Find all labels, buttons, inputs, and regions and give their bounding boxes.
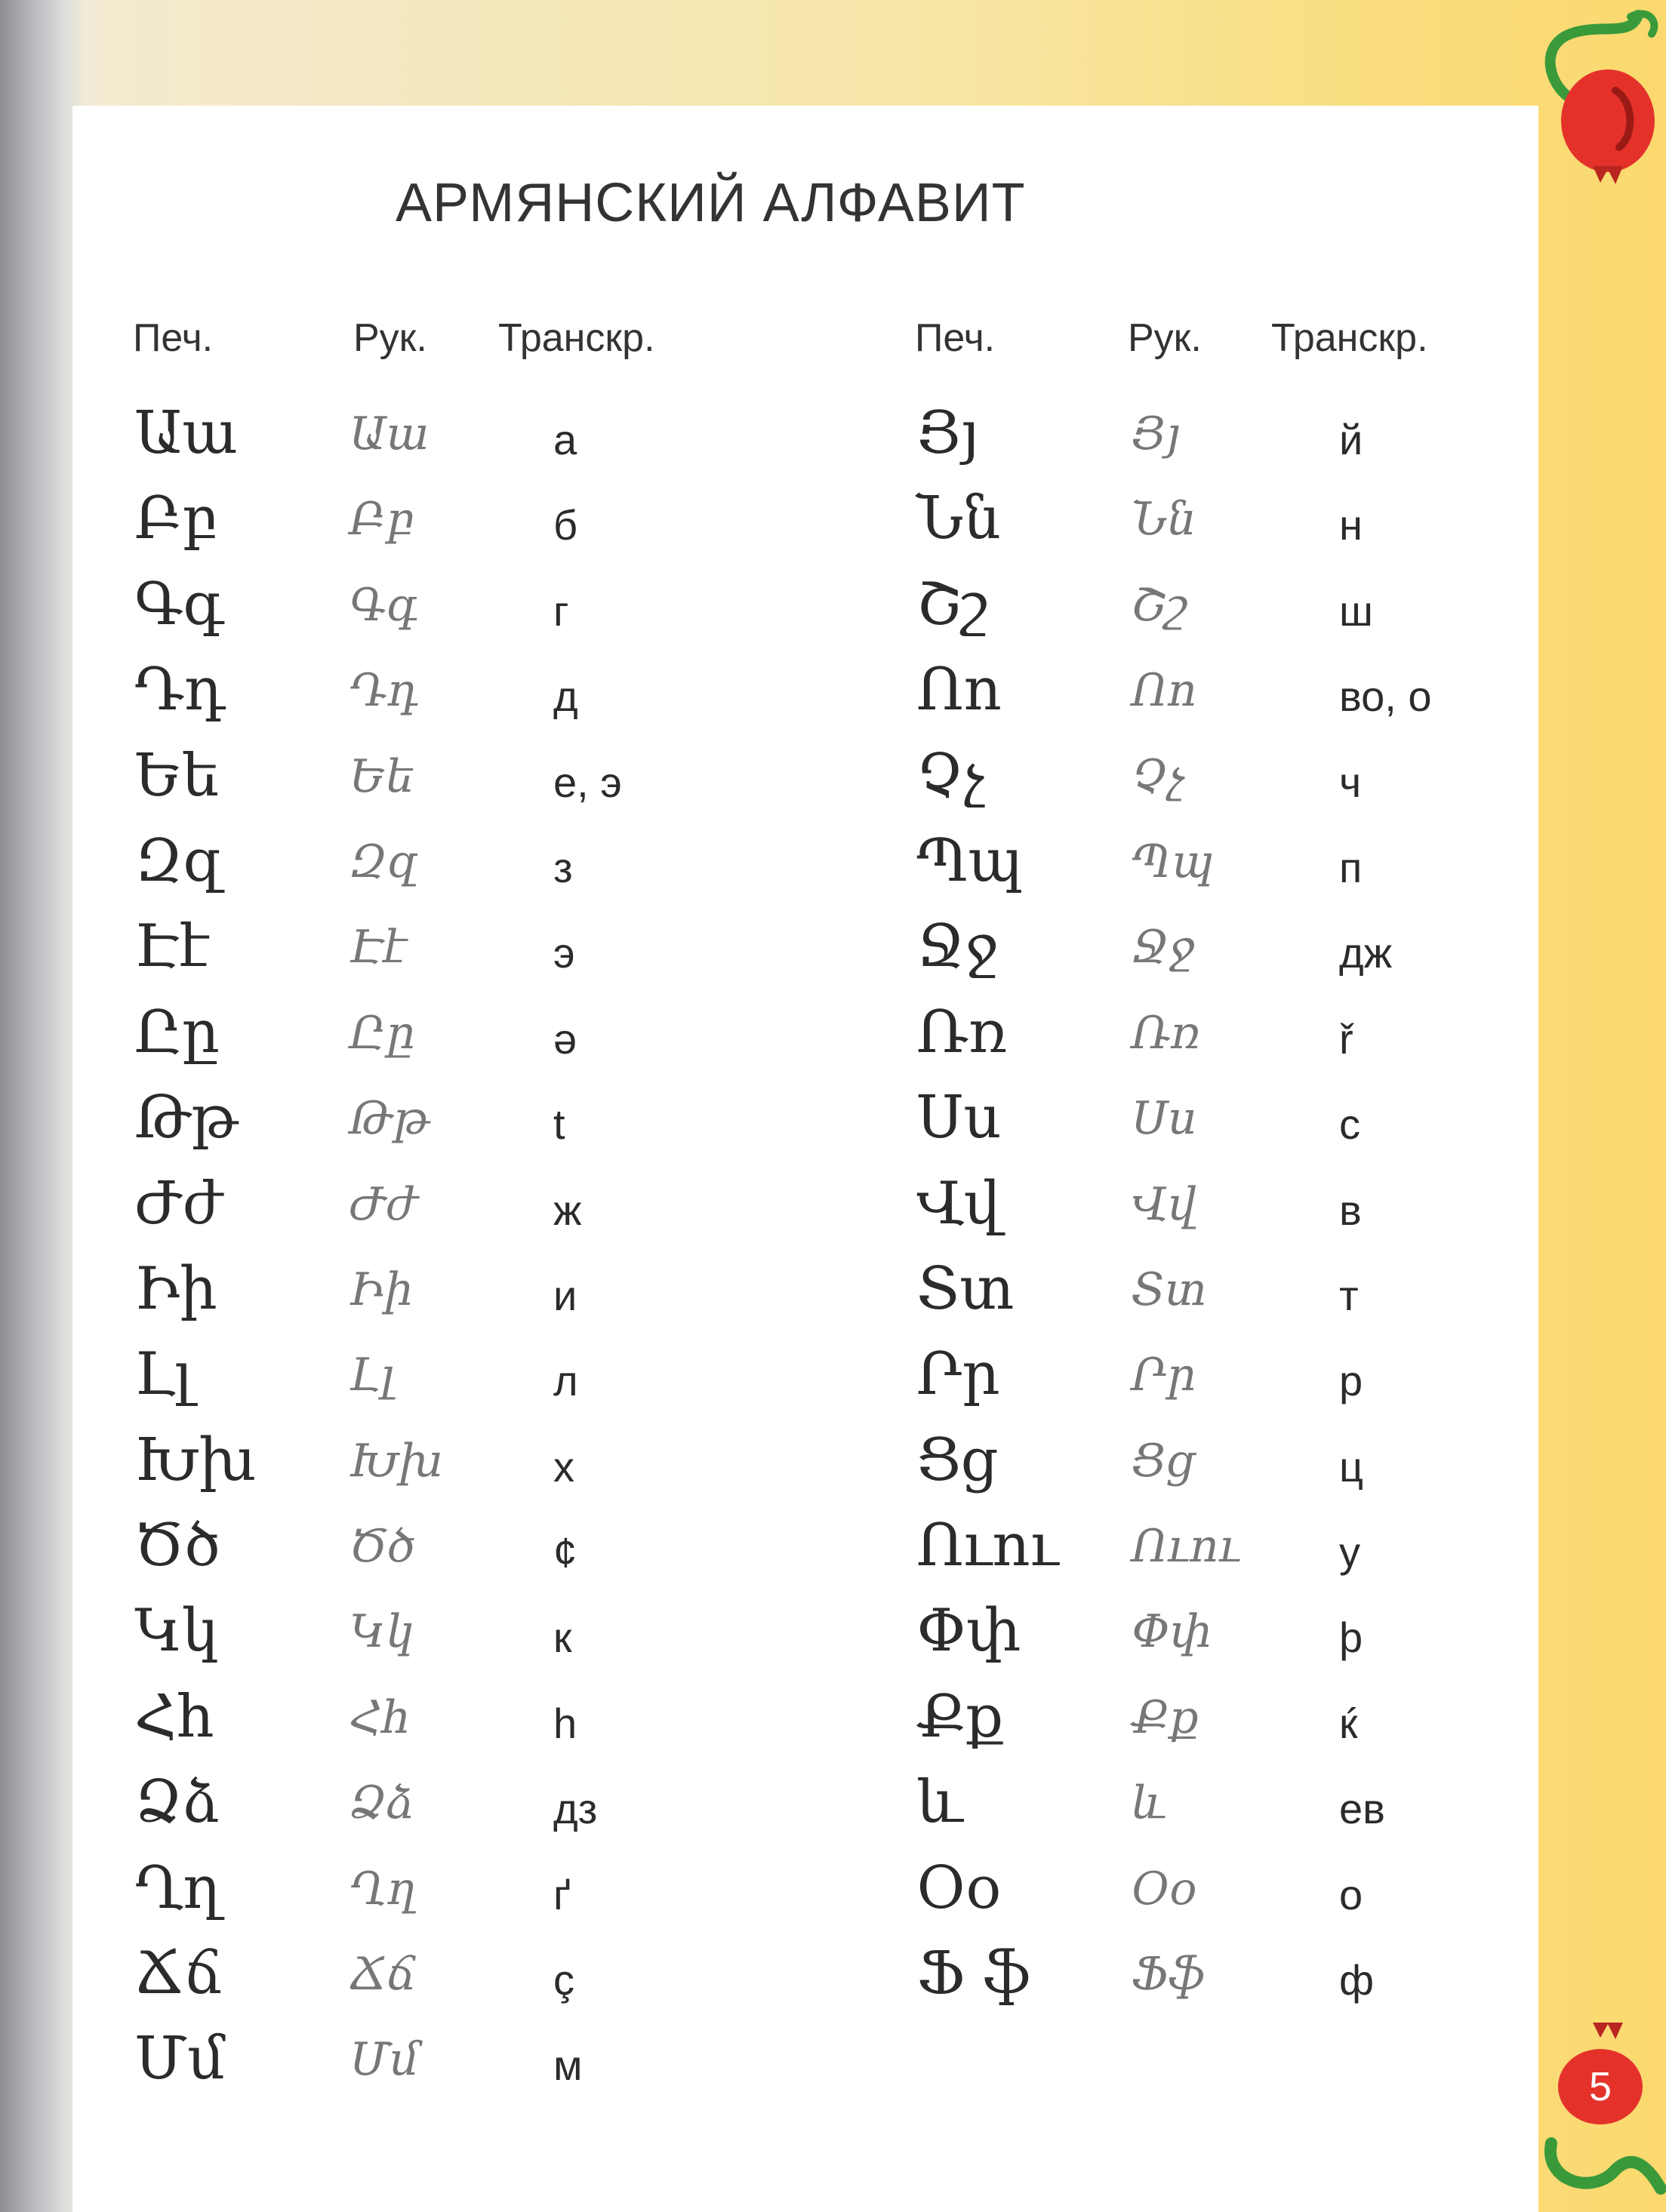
transcription: ә (553, 1014, 577, 1063)
handwritten-letter: Ուու (1132, 1520, 1241, 1574)
printed-letter: Նն (916, 485, 1001, 553)
printed-letter: Գգ (134, 570, 224, 638)
printed-letter: Մմ (134, 2025, 226, 2094)
transcription: ¢ (553, 1528, 577, 1577)
pomegranate-icon (1517, 8, 1661, 189)
handwritten-letter: Նն (1132, 493, 1196, 546)
transcription: м (553, 2041, 583, 2090)
transcription: к (553, 1614, 572, 1662)
printed-letter: Բբ (134, 485, 219, 553)
handwritten-letter: Փփ (1132, 1605, 1212, 1659)
transcription: п (1339, 843, 1363, 891)
handwritten-letter: Չչ (1132, 749, 1184, 803)
handwritten-letter: Վվ (1132, 1177, 1196, 1231)
handwritten-letter: Ժժ (350, 1177, 417, 1231)
printed-letter: Տտ (916, 1254, 1015, 1323)
printed-letter: Ըը (134, 998, 220, 1066)
handwritten-letter: Գգ (350, 578, 418, 632)
header-handwritten-left: Рук. (353, 316, 427, 360)
transcription: ф (1339, 1956, 1375, 2004)
printed-letter: Շշ (916, 570, 988, 638)
handwritten-letter: Բբ (350, 493, 414, 546)
handwritten-letter: Ծծ (350, 1520, 416, 1574)
transcription: й (1339, 416, 1363, 463)
transcription: с (1339, 1100, 1360, 1149)
transcription: ř (1339, 1014, 1353, 1063)
handwritten-letter: Ֆֆ (1132, 1948, 1206, 2001)
handwritten-letter: Յյ (1132, 408, 1181, 460)
transcription: дж (1339, 929, 1393, 977)
page-title: АРМЯНСКИЙ АЛФАВИТ (396, 173, 1026, 233)
printed-letter: Յյ (916, 399, 980, 467)
handwritten-letter: Րր (1132, 1349, 1196, 1402)
handwritten-letter: Ձձ (350, 1777, 415, 1830)
printed-letter: Կկ (134, 1597, 219, 1666)
handwritten-letter: Կկ (350, 1605, 414, 1659)
printed-letter: Ծծ (134, 1512, 220, 1580)
transcription: з (553, 843, 573, 891)
header-print-right: Печ. (915, 316, 996, 360)
handwritten-letter: Աա (350, 408, 430, 460)
transcription: ќ (1339, 1699, 1358, 1747)
transcription: о (1339, 1870, 1363, 1918)
handwritten-letter: և (1132, 1777, 1168, 1830)
book-spine-shadow (0, 0, 83, 2212)
handwritten-letter: Լլ (350, 1349, 395, 1402)
handwritten-letter: Տտ (1132, 1263, 1207, 1316)
transcription: х (553, 1442, 574, 1491)
transcription: дз (553, 1785, 598, 1833)
printed-letter: Էէ (134, 912, 210, 981)
printed-letter: Պպ (916, 826, 1024, 895)
printed-letter: Իի (134, 1254, 217, 1323)
transcription: в (1339, 1186, 1362, 1234)
printed-letter: Ոո (916, 656, 1002, 725)
printed-letter: Ռռ (916, 998, 1008, 1066)
printed-letter: Ուու (916, 1512, 1059, 1580)
handwritten-letter: Օօ (1132, 1862, 1197, 1915)
transcription: е, э (553, 758, 622, 806)
printed-letter: Փփ (916, 1597, 1021, 1666)
handwritten-letter: Ցց (1132, 1434, 1195, 1487)
printed-letter: Ժժ (134, 1169, 222, 1238)
handwritten-letter: Մմ (350, 2033, 420, 2087)
printed-letter: Եե (134, 741, 219, 810)
printed-letter: Զզ (134, 826, 224, 895)
transcription: и (553, 1271, 577, 1319)
handwritten-letter: Սս (1132, 1092, 1197, 1146)
header-transcription-right: Транскр. (1271, 316, 1428, 360)
printed-letter: Ֆ ֆ (916, 1940, 1031, 2008)
handwritten-letter: Էէ (350, 921, 408, 974)
page-panel (72, 106, 1538, 2212)
transcription: þ (1339, 1614, 1363, 1662)
transcription: ç (553, 1956, 574, 2004)
transcription: ґ (553, 1870, 571, 1918)
printed-letter: Սս (916, 1084, 1002, 1152)
handwritten-letter: Ըը (350, 1006, 415, 1060)
handwritten-letter: Ղղ (350, 1862, 417, 1915)
printed-letter: Դդ (134, 656, 226, 725)
printed-letter: Ձձ (134, 1768, 220, 1837)
handwritten-letter: Ոո (1132, 664, 1197, 718)
handwritten-letter: Դդ (350, 664, 419, 718)
printed-letter: Լլ (134, 1340, 192, 1409)
handwritten-letter: Զզ (350, 835, 418, 888)
header-handwritten-right: Рук. (1128, 316, 1202, 360)
transcription: э (553, 929, 575, 977)
header-print-left: Печ. (133, 316, 214, 360)
transcription: д (553, 672, 578, 721)
transcription: г (553, 586, 569, 635)
printed-letter: Ցց (916, 1426, 999, 1494)
handwritten-letter: Ճճ (350, 1948, 417, 2001)
printed-letter: Հհ (134, 1682, 214, 1751)
handwritten-letter: Խխ (350, 1434, 444, 1487)
transcription: во, о (1339, 672, 1432, 721)
transcription: а (553, 416, 577, 463)
transcription: т (1339, 1271, 1359, 1319)
transcription: h (553, 1699, 577, 1747)
transcription: б (553, 501, 578, 549)
printed-letter: Ճճ (134, 1940, 223, 2008)
handwritten-letter: Թթ (350, 1092, 430, 1146)
printed-letter: Չչ (916, 741, 985, 810)
transcription: ж (553, 1186, 582, 1234)
transcription: t (553, 1100, 565, 1149)
transcription: у (1339, 1528, 1360, 1577)
handwritten-letter: Քք (1132, 1691, 1199, 1744)
transcription: р (1339, 1357, 1363, 1405)
handwritten-letter: Շշ (1132, 578, 1187, 632)
handwritten-letter: Եե (350, 749, 415, 803)
handwritten-letter: Հհ (350, 1691, 411, 1744)
transcription: ев (1339, 1785, 1385, 1833)
header-transcription-left: Транскр. (498, 316, 655, 360)
printed-letter: Թթ (134, 1084, 239, 1152)
page-number-badge: 5 (1558, 2049, 1643, 2124)
handwritten-letter: Ռռ (1132, 1006, 1201, 1060)
handwritten-letter: Իի (350, 1263, 414, 1316)
handwritten-letter: Ջջ (1132, 921, 1195, 974)
transcription: ш (1339, 586, 1373, 635)
printed-letter: և (916, 1768, 963, 1837)
printed-letter: Քք (916, 1682, 1004, 1751)
transcription: ч (1339, 758, 1362, 806)
printed-letter: Ղղ (134, 1854, 221, 1922)
printed-letter: Րր (916, 1340, 1000, 1409)
printed-letter: Վվ (916, 1169, 1001, 1238)
printed-letter: Աա (134, 399, 239, 467)
printed-letter: Օօ (916, 1854, 1002, 1922)
printed-letter: Ջջ (916, 912, 999, 981)
transcription: н (1339, 501, 1363, 549)
transcription: ц (1339, 1442, 1364, 1491)
transcription: л (553, 1357, 578, 1405)
printed-letter: Խխ (134, 1426, 257, 1494)
handwritten-letter: Պպ (1132, 835, 1214, 888)
